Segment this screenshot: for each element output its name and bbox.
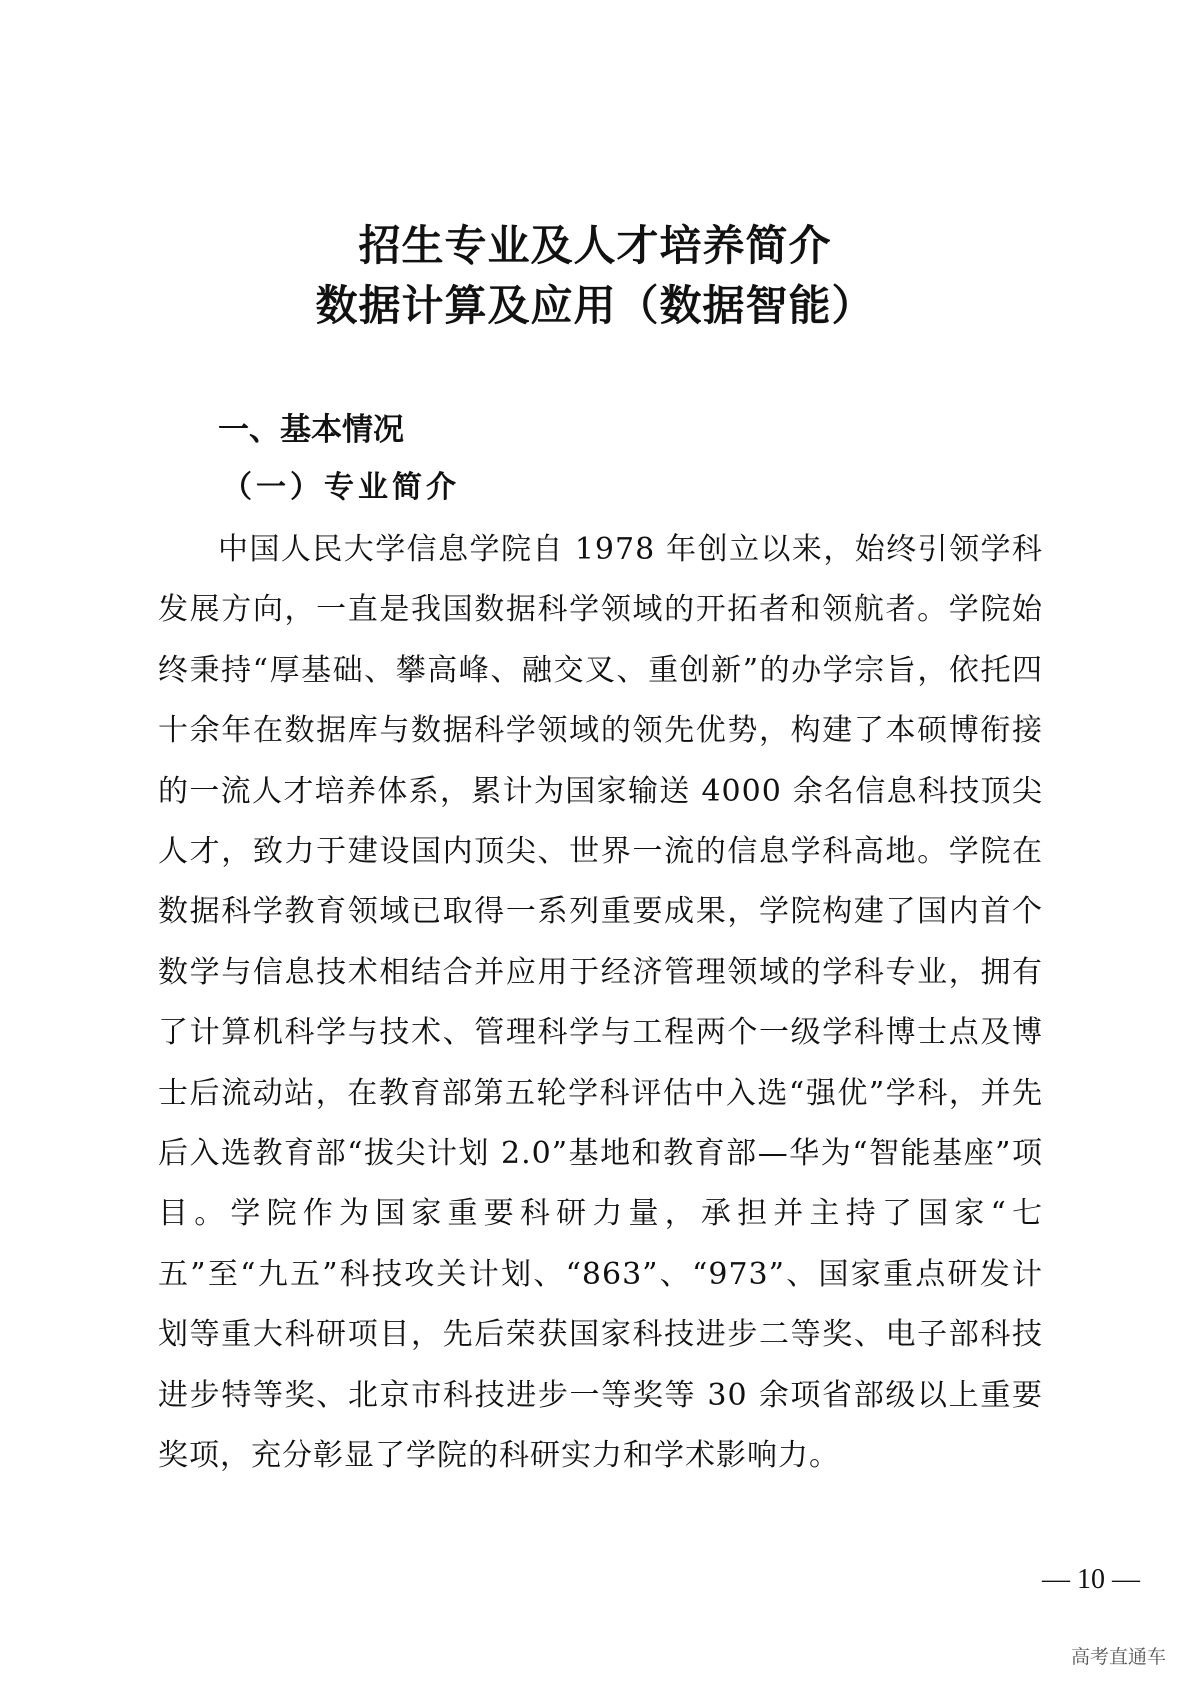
subsection-heading: （一）专业简介 [222,470,460,505]
page-number: — 10 — [1042,1564,1140,1595]
section-heading: 一、基本情况 [218,412,404,448]
document-title-line-1: 招生专业及人才培养简介 [358,221,832,270]
document-title-line-2: 数据计算及应用（数据智能） [315,281,875,330]
watermark-text: 高考直通车 [1070,1646,1166,1668]
body-paragraph: 中国人民大学信息学院自 1978 年创立以来，始终引领学科发展方向，一直是我国数据科学领域的开拓者和领航者。学院始终秉持“厚基础、攀高峰、融交叉、重创新”的办学宗旨，依托四十余年在数据库与数据科学领域的领先优势，构建了本硕博衔接的一流人才培养体系，累计为国家输送 4000 余名信息科技顶尖人才，致力于建设国内顶尖、世界一流的信息学科高地。学院在数据科学教育领域已取得一系列重要成果，学院构建了国内首个数学与信息技术相结合并应用于经济管理领域的学科专业，拥有了计算机科学与技术、管理科学与工程两个一级学科博士点及博士后流动站，在教育部第五轮学科评估中入选“强优”学科，并先后入选教育部“拔尖计划 2.0”基地和教育部—华为“智能基座”项目。学院作为国家重要科研力量，承担并主持了国家“七五”至“九五”科技攻关计划、“863”、“973”、国家重点研发计划等重大科研项目，先后荣获国家科技进步二等奖、电子部科技进步特等奖、北京市科技进步一等奖等 30 余项省部级以上重要奖项，充分彰显了学院的科研实力和学术影响力。 [158,532,1043,1474]
